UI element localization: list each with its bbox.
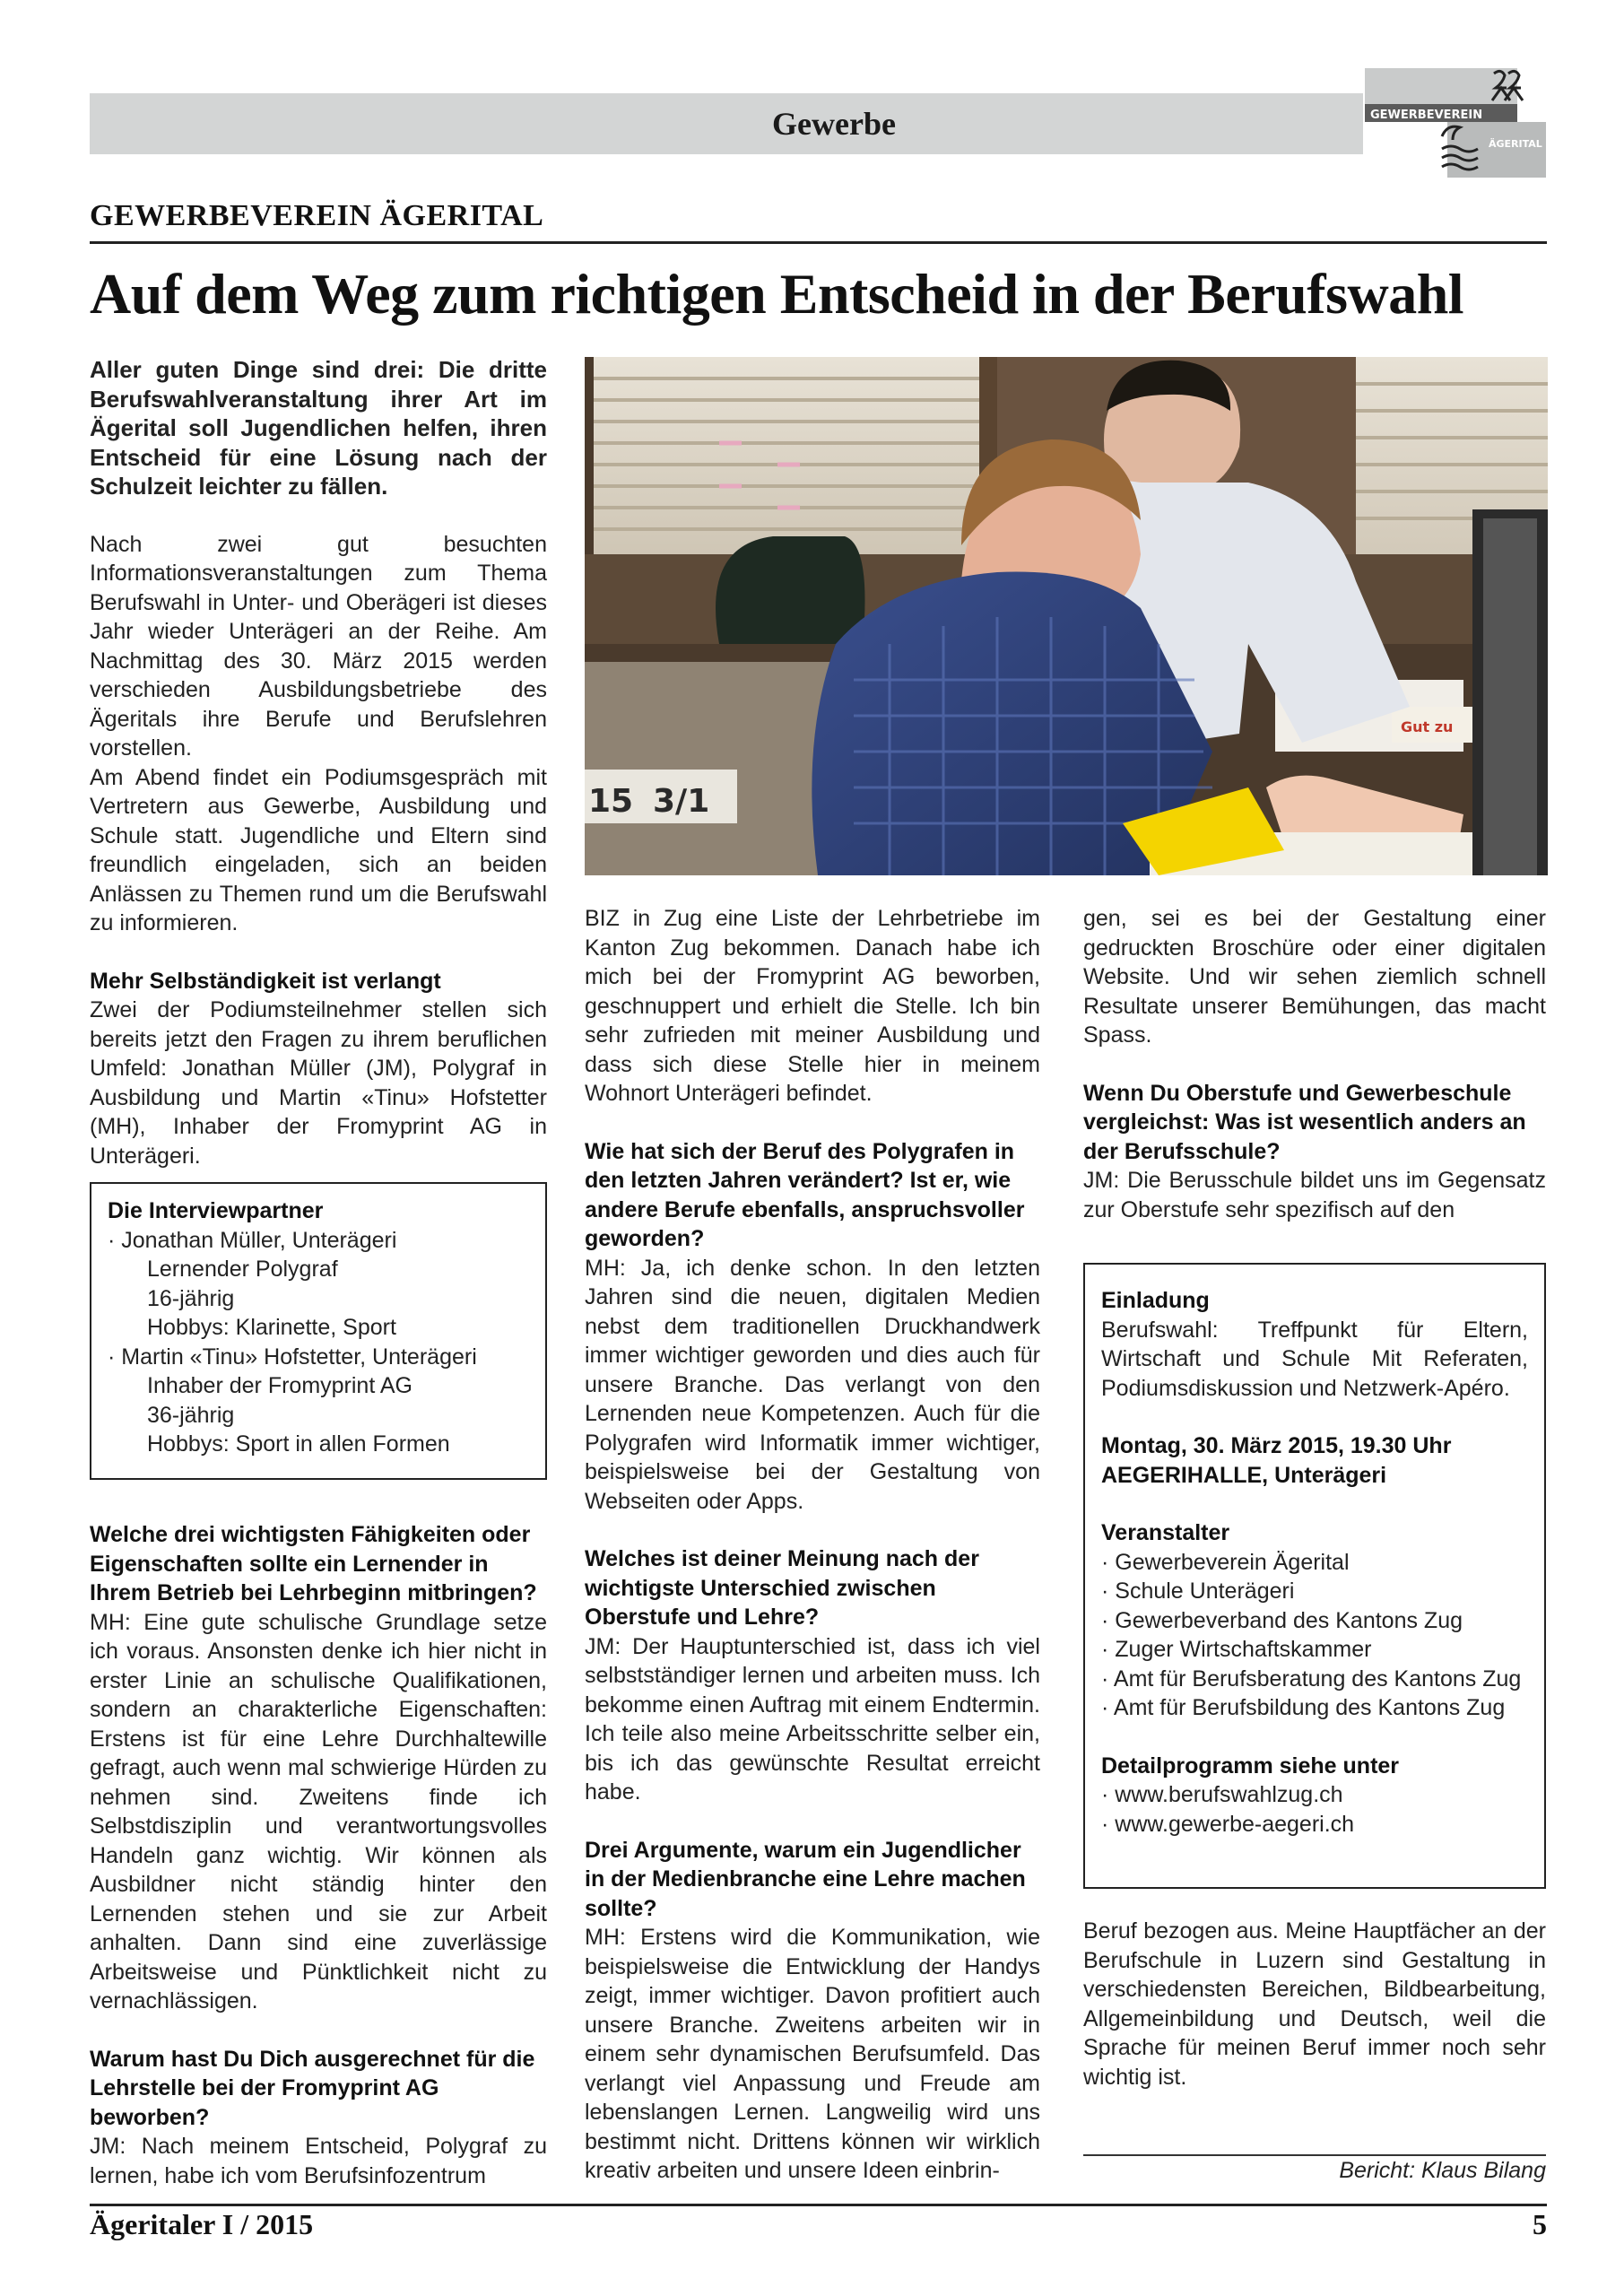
header-rule: [90, 241, 1547, 244]
photo-illustration: [585, 357, 1548, 875]
credit-rule: [1083, 2154, 1546, 2156]
question: Welches ist deiner Meinung nach der wichtigste Unterschied zwischen Oberstufe und Lehre?: [585, 1546, 979, 1630]
issue-label: Ägeritaler I / 2015: [90, 2208, 314, 2240]
column-1-lower: [90, 1520, 547, 2190]
organizer-item: · Amt für Berufsbildung des Kantons Zug: [1101, 1695, 1506, 1720]
partner-detail: Inhaber der Fromyprint AG: [147, 1373, 413, 1398]
paragraph: Nach zwei gut besuchten Informationsveranstaltungen zum Thema Berufswahl in Unter- und Oberägeri ist dieses Jahr wieder Unterägeri an der Reihe. Am Nachmittag des 30. März 2015 werden verschieden Ausbildungsbetriebe des Ägeritals ihre Berufe und Berufslehren vorstellen.: [90, 531, 547, 761]
event-place: AEGERIHALLE, Unterägeri: [1101, 1462, 1387, 1488]
answer: JM: Der Hauptunterschied ist, dass ich viel selbstständiger lernen und arbeiten muss. Ich bekomme einen Auftrag mit einem Endtermin. Ich teile also meine Arbeitsschritte selber ein, bis ich das gewünschte Resultat erreicht habe.: [585, 1633, 1040, 1805]
question: Drei Argumente, warum ein Jugendlicher in der Medienbranche eine Lehre machen sollte?: [585, 1837, 1026, 1921]
gewerbeverein-logo: [1365, 66, 1546, 178]
event-date: Montag, 30. März 2015, 19.30 Uhr: [1101, 1433, 1452, 1458]
organization-heading: GEWERBEVEREIN ÄGERITAL: [90, 199, 544, 232]
column-3: [1083, 904, 1546, 1224]
program-link[interactable]: · www.gewerbe-aegeri.ch: [1101, 1811, 1355, 1837]
answer: JM: Die Berusschule bildet uns im Gegensatz zur Oberstufe sehr spezifisch auf den: [1083, 1168, 1546, 1222]
organizers-title: Veranstalter: [1101, 1520, 1230, 1545]
answer: MH: Eine gute schulische Grundlage setze ich voraus. Ansonsten denke ich hier nicht in erster Linie an schulische Qualifikationen, sondern an charakterliche Eigenschaften: Erstens ist für eine Lehre Durchhaltewille gefragt, auch wenn mal schwierige Hürden zu nehmen sind. Zweitens finde ich Selbstdisziplin und verantwortungsvolles Handeln ganz wichtig. Wir können als Ausbildner nicht ständig hinter den Lernenden stehen und sie zur Arbeit anhalten. Dann sind eine zuverlässige Arbeitsweise und Pünktlichkeit nicht zu vernachlässigen.: [90, 1609, 547, 2013]
answer: MH: Ja, ich denke schon. In den letzten Jahren sind die neuen, digitalen Medien nebst dem traditionellen Druckhandwerk immer wichtiger geworden und dies auch für unsere Branche. Das verlangt von den Lernenden neue Kompetenzen. Auch für die Polygrafen wird Informatik immer wichtiger, beispielsweise bei der Gestaltung von Webseiten oder Apps.: [585, 1255, 1040, 1514]
question: Warum hast Du Dich ausgerechnet für die Lehrstelle bei der Fromyprint AG beworben?: [90, 2046, 535, 2130]
svg-text:ÄGERITAL: ÄGERITAL: [1489, 138, 1542, 150]
footer-rule: [90, 2204, 1547, 2206]
organizer-item: · Schule Unterägeri: [1101, 1578, 1295, 1604]
organizer-item: · Zuger Wirtschaftskammer: [1101, 1637, 1372, 1662]
svg-text:3/1: 3/1: [653, 783, 710, 820]
paragraph: Am Abend findet ein Podiumsgespräch mit Vertretern aus Gewerbe, Ausbildung und Schule statt. Jugendliche und Eltern sind freundlich eingeladen, sich an beiden Anlässen zu Themen rund um die Berufswahl zu informieren.: [90, 764, 547, 935]
organizer-item: · Amt für Berufsberatung des Kantons Zug: [1101, 1665, 1522, 1692]
answer: BIZ in Zug eine Liste der Lehrbetriebe im Kanton Zug bekommen. Danach habe ich mich bei der Fromyprint AG beworben, geschnuppert und erhielt die Stelle. Ich bin sehr zufrieden mit meiner Ausbildung und dass sich diese Stelle hier in meinem Wohnort Unterägeri befindet.: [585, 906, 1040, 1106]
subheading: Mehr Selbständigkeit ist verlangt: [90, 968, 441, 994]
partner-detail: 16-jährig: [147, 1285, 235, 1311]
partner-detail: Lernender Polygraf: [147, 1257, 338, 1282]
partner-detail: Hobbys: Klarinette, Sport: [147, 1315, 396, 1340]
program-link[interactable]: · www.berufswahlzug.ch: [1101, 1782, 1343, 1807]
article-lead: Aller guten Dinge sind drei: Die dritte Berufswahlveranstaltung ihrer Art im Ägerital soll Jugendlichen helfen, ihren Entscheid für eine Lösung nach der Schulzeit leichter zu fällen.: [90, 356, 547, 500]
question: Wie hat sich der Beruf des Polygrafen in den letzten Jahren verändert? Ist er, wie andere Berufe ebenfalls, anspruchsvoller geworden?: [585, 1138, 1025, 1251]
article-photo: [585, 357, 1548, 875]
answer: gen, sei es bei der Gestaltung einer gedruckten Broschüre oder einer digitalen Website. Und wir sehen ziemlich schnell Resultate unserer Bemühungen, das macht Spass.: [1083, 906, 1546, 1048]
question: Wenn Du Oberstufe und Gewerbeschule vergleichst: Was ist wesentlich anders an der Berufsschule?: [1083, 1080, 1526, 1164]
section-header-bar: [90, 93, 1363, 154]
partner-name: · Martin «Tinu» Hofstetter, Unterägeri: [108, 1344, 477, 1370]
article-headline: Auf dem Weg zum richtigen Entscheid in der Berufswahl: [90, 262, 1464, 326]
report-credit: Bericht: Klaus Bilang: [1339, 2158, 1546, 2183]
interview-partners-box: [90, 1182, 547, 1480]
partner-detail: Hobbys: Sport in allen Formen: [147, 1431, 450, 1457]
section-title: Gewerbe: [772, 106, 896, 142]
partner-name: · Jonathan Müller, Unterägeri: [108, 1227, 397, 1253]
invitation-title: Einladung: [1101, 1288, 1210, 1313]
column-2: [585, 904, 1040, 2186]
svg-text:GEWERBEVEREIN: GEWERBEVEREIN: [1370, 109, 1483, 122]
invitation-box: [1083, 1263, 1546, 1889]
svg-text:15: 15: [588, 783, 634, 820]
answer: MH: Erstens wird die Kommunikation, wie beispielsweise die Entwicklung der Handys zeigt, immer wichtiger. Davon profitiert auch unsere Branche. Zweitens arbeiten wir in einem sehr dynamischen Berufsumfeld. Das verlangt viel Anpassung und Freude am lebenslangen Lernen. Langweilig wird uns bestimmt nicht. Drittens können wir wirklich kreativ arbeiten und unsere Ideen einbrin-: [585, 1925, 1040, 2183]
column-3-lower: [1083, 1917, 1546, 2092]
partner-detail: 36-jährig: [147, 1402, 235, 1428]
svg-text:Gut zu: Gut zu: [1401, 718, 1454, 735]
question: Welche drei wichtigsten Fähigkeiten oder Eigenschaften sollte ein Lernender in Ihrem Betrieb bei Lehrbeginn mitbringen?: [90, 1522, 537, 1605]
answer: JM: Nach meinem Entscheid, Polygraf zu lernen, habe ich vom Berufsinfozentrum: [90, 2134, 547, 2188]
box-title: Die Interviewpartner: [108, 1198, 324, 1223]
paragraph: Zwei der Podiumsteilnehmer stellen sich bereits jetzt den Fragen zu ihrem beruflichen Umfeld: Jonathan Müller (JM), Polygraf in Ausbildung und Martin «Tinu» Hofstetter (MH), Inhaber der Fromyprint AG in Unterägeri.: [90, 997, 547, 1169]
answer: Beruf bezogen aus. Meine Hauptfächer an der Berufschule in Luzern sind Gestaltung in verschiedensten Bereichen, Bildbearbeitung, Allgemeinbildung und Deutsch, weil die Sprache für meinen Beruf immer noch sehr wichtig ist.: [1083, 1918, 1546, 2090]
organizer-item: · Gewerbeverein Ägerital: [1101, 1549, 1350, 1575]
organizer-item: · Gewerbeverband des Kantons Zug: [1101, 1607, 1463, 1633]
invitation-text: Berufswahl: Treffpunkt für Eltern, Wirtschaft und Schule Mit Referaten, Podiumsdiskussion und Netzwerk-Apéro.: [1101, 1317, 1528, 1401]
column-1: [90, 355, 547, 1170]
detail-program-title: Detailprogramm siehe unter: [1101, 1752, 1400, 1779]
page-number: 5: [1533, 2208, 1547, 2240]
